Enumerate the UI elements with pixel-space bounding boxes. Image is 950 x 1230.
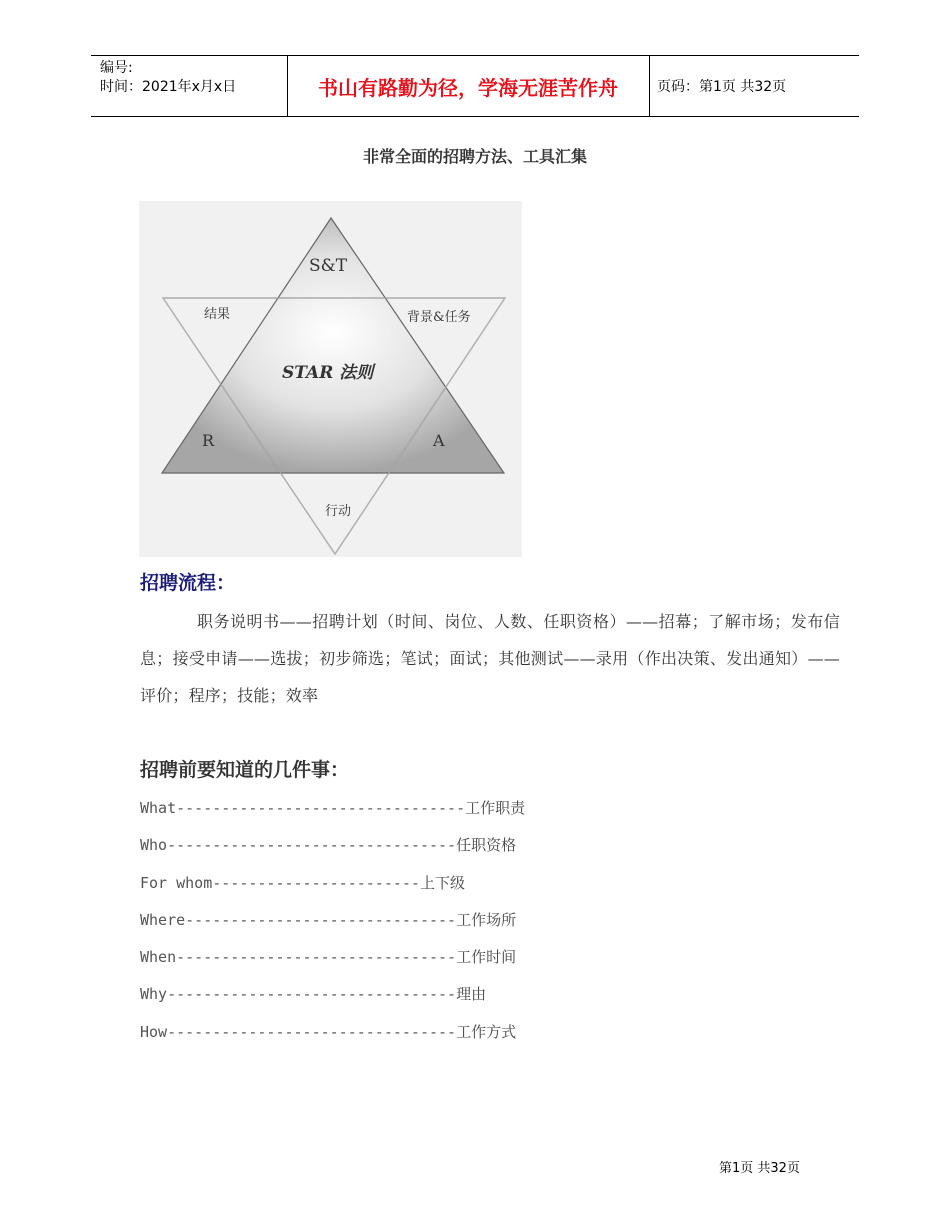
document-title: 非常全面的招聘方法、工具汇集: [362, 147, 587, 166]
label-action: 行动: [325, 504, 352, 519]
label-background-task: 背景&任务: [407, 310, 471, 325]
label-r: R: [202, 431, 215, 450]
section-heading-things-to-know: 招聘前要知道的几件事：: [140, 759, 350, 781]
list-item: How--------------------------------工作方式: [140, 1022, 517, 1041]
label-result: 结果: [204, 307, 231, 322]
time-label: 时间：2021年x月x日: [100, 79, 237, 95]
footer-page-info: 第1页 共32页: [719, 1161, 800, 1176]
header-divider: [649, 56, 650, 116]
list-item: Who--------------------------------任职资格: [140, 836, 517, 855]
header-motto: 书山有路勤为径，学海无涯苦作舟: [318, 75, 618, 100]
serial-label: 编号:: [100, 60, 133, 76]
header-table: [91, 55, 859, 117]
label-a: A: [433, 431, 445, 450]
list-item: What--------------------------------工作职责: [140, 799, 526, 817]
section-heading-recruitment-process: 招聘流程：: [140, 572, 236, 594]
list-item: For whom-----------------------上下级: [140, 873, 465, 892]
list-item: When-------------------------------工作时间: [140, 948, 517, 967]
label-s-and-t: S&T: [309, 256, 348, 276]
header-meta: [100, 59, 236, 97]
list-item: Why--------------------------------理由: [140, 985, 487, 1004]
recruitment-process-paragraph: 职务说明书——招聘计划（时间、岗位、人数、任职资格）——招幕；了解市场；发布信息；接受申请——选拔；初步筛选；笔试；面试；其他测试——录用（作出决策、发出通知）——评价；程序；技能；效率: [140, 612, 840, 705]
five-w-list: [140, 796, 525, 1057]
header-page-info: 页码：第1页 共32页: [657, 79, 787, 95]
label-star-method: STAR 法则: [282, 363, 374, 383]
list-item: Where------------------------------工作场所: [140, 910, 517, 929]
star-method-figure: [139, 201, 522, 557]
